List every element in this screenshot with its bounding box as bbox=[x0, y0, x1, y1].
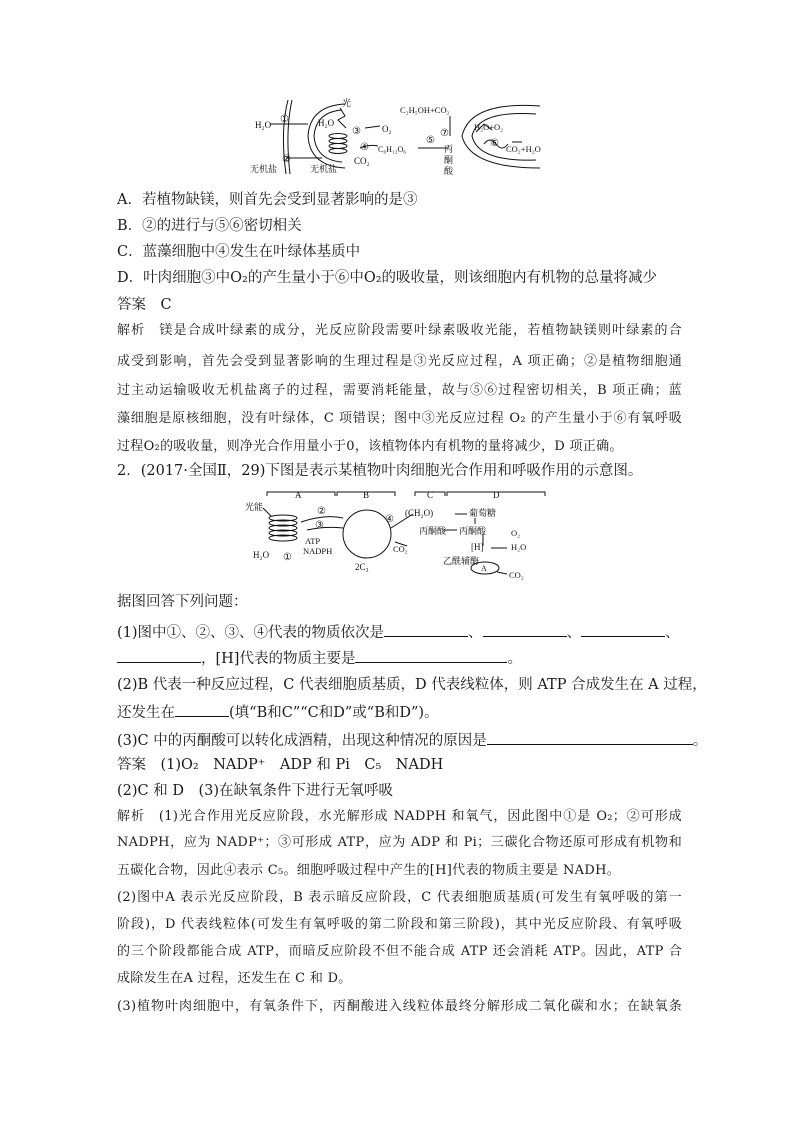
fig2-h: [H] bbox=[471, 542, 484, 552]
figure-2-diagram bbox=[245, 488, 575, 582]
q2-sub1-sep1: 、 bbox=[468, 625, 483, 641]
answer-blank-4[interactable] bbox=[117, 648, 201, 663]
answer-blank-3[interactable] bbox=[581, 622, 665, 637]
q2-sub1-prefix: (1)图中①、②、③、④代表的物质依次是 bbox=[117, 625, 385, 641]
q2-analysis-p2-line2: 阶段)，D 代表线粒体(可发生有氧呼吸的第二阶段和第三阶段)，其中光反应阶段、有氧呼吸 bbox=[117, 917, 682, 932]
figure-2-svg bbox=[245, 488, 575, 582]
fig1-h2o-inner: H₂O bbox=[318, 118, 335, 128]
fig1-circle6: ⑥ bbox=[490, 138, 499, 149]
q2-analysis-p3-line1: (3)植物叶肉细胞中，有氧条件下，丙酮酸进入线粒体最终分解形成二氧化碳和水；在缺氧条 bbox=[117, 999, 682, 1014]
fig1-circle1: ① bbox=[280, 114, 289, 125]
q2-analysis-p1-line1: 解析 (1)光合作用光反应阶段，水光解形成 NADPH 和氧气，因此图中①是 O₂；②可形成 bbox=[117, 809, 682, 824]
fig2-atp: ATP bbox=[305, 536, 321, 546]
fig1-circle5: ⑤ bbox=[426, 135, 435, 146]
q1-analysis-line-2: 成受到影响，首先会受到显著影响的生理过程是③光反应过程，A 项正确；②是植物细胞通 bbox=[117, 354, 682, 369]
q1-option-d: D．叶肉细胞③中O₂的产生量小于⑥中O₂的吸收量，则该细胞内有机物的总量将减少 bbox=[117, 270, 658, 286]
fig1-h2o-left: H₂O bbox=[255, 120, 272, 130]
fig2-h2o-right: H₂O bbox=[511, 542, 527, 552]
fig2-label-b: B bbox=[363, 490, 370, 500]
fig1-ethanol: C₂H₅OH+CO₂ bbox=[400, 105, 450, 115]
q2-analysis-p2-line1: (2)图中A 表示光反应阶段，B 表示暗反应阶段，C 代表细胞质基质(可发生有氧呼吸的第一 bbox=[117, 890, 682, 905]
q2-sub1-end: 。 bbox=[507, 651, 522, 667]
q2-analysis-p1-line2: NADPH，应为 NADP⁺；③可形成 ATP，应为 ADP 和 Pi；三碳化合物还原可形成有机物和 bbox=[117, 835, 682, 850]
fig2-label-c: C bbox=[427, 490, 434, 500]
fig2-a-small: A bbox=[481, 564, 487, 573]
q2-answer-line1: 答案 (1)O₂ NADP⁺ ADP 和 Pi C₅ NADH bbox=[117, 757, 444, 773]
fig2-co2-bottom: CO₂ bbox=[509, 570, 524, 580]
fig1-co2: CO₂ bbox=[354, 156, 370, 166]
q2-sub1-sep3: 、 bbox=[665, 625, 680, 641]
fig1-pyruvate-2: 酮 bbox=[444, 155, 454, 165]
fig1-circle4: ④ bbox=[360, 142, 369, 153]
fig2-circle4: ④ bbox=[385, 514, 394, 525]
fig1-circle7: ⑦ bbox=[440, 128, 449, 139]
q2-sub2-pre: 还发生在 bbox=[117, 705, 175, 721]
fig2-circle3: ③ bbox=[315, 520, 324, 531]
fig1-o2: O₂ bbox=[382, 124, 392, 134]
fig2-acetyl-coa: 乙酰辅酶 bbox=[443, 556, 480, 566]
fig1-glucose: C₆H₁₂O₆ bbox=[378, 145, 407, 154]
q1-analysis-line-5: 过程O₂的吸收量，则净光合作用量小于0，该植物体内有机物的量将减少，D 项正确。 bbox=[117, 439, 623, 454]
q1-analysis-line-4: 藻细胞是原核细胞，没有叶绿体，C 项错误；图中③光反应过程 O₂ 的产生量小于⑥有氧呼吸 bbox=[117, 411, 682, 426]
fig1-circle2: ② bbox=[282, 154, 291, 165]
answer-blank-2[interactable] bbox=[483, 622, 567, 637]
q1-option-b: B．②的进行与⑤⑥密切相关 bbox=[117, 218, 302, 234]
q2-analysis-p2-line3: 的三个阶段都能合成 ATP，而暗反应阶段不但不能合成 ATP 还会消耗 ATP。因此，ATP 合 bbox=[117, 944, 682, 959]
figure-1-svg bbox=[250, 96, 550, 178]
fig2-ch2o: (CH₂O) bbox=[405, 508, 434, 518]
q2-analysis-p2-line4: 成除发生在A 过程，还发生在 C 和 D。 bbox=[117, 971, 352, 986]
fig1-inorganic-right: 无机盐 bbox=[310, 164, 338, 174]
fig2-label-d: D bbox=[493, 490, 500, 500]
fig1-pyruvate-3: 酸 bbox=[444, 166, 454, 176]
fig2-co2: CO₂ bbox=[393, 544, 408, 554]
figure-1-diagram bbox=[250, 96, 550, 178]
answer-blank-6[interactable] bbox=[175, 702, 229, 717]
q1-option-c: C．蓝藻细胞中④发生在叶绿体基质中 bbox=[117, 244, 361, 260]
q2-answer-line2: (2)C 和 D (3)在缺氧条件下进行无氧呼吸 bbox=[117, 783, 394, 799]
fig1-co2-h2o: CO₂+H₂O bbox=[506, 144, 541, 154]
fig2-c3: 2C₃ bbox=[355, 562, 369, 572]
fig2-circle2: ② bbox=[317, 506, 326, 517]
answer-blank-5[interactable] bbox=[355, 648, 507, 663]
q2-sub3-end: 。 bbox=[692, 733, 708, 749]
q1-analysis-line-1: 解析 镁是合成叶绿素的成分，光反应阶段需要叶绿素吸收光能，若植物缺镁则叶绿素的合 bbox=[117, 323, 682, 338]
fig1-light: 光 bbox=[342, 98, 352, 108]
fig2-circle1: ① bbox=[283, 552, 292, 563]
fig1-pyruvate-1: 丙 bbox=[444, 144, 454, 154]
q2-sub3-line bbox=[117, 730, 708, 750]
fig2-h2o: H₂O bbox=[253, 550, 270, 560]
q2-sub2-post: (填“B和C”“C和D”或“B和D”)。 bbox=[229, 705, 439, 721]
fig2-o2: O₂ bbox=[511, 528, 521, 538]
q1-analysis-line-3: 过主动运输吸收无机盐离子的过程，需要消耗能量，故与⑤⑥过程密切相关，B 项正确；蓝 bbox=[117, 383, 682, 398]
fig2-light-energy: 光能 bbox=[245, 502, 264, 512]
q2-stem: 2．(2017·全国Ⅱ，29)下图是表示某植物叶肉细胞光合作用和呼吸作用的示意图。 bbox=[117, 463, 643, 479]
fig2-pyruvate-right: 丙酮酸 bbox=[459, 526, 487, 536]
q2-sub2-line1: (2)B 代表一种反应过程，C 代表细胞质基质，D 代表线粒体，则 ATP 合成发生在 A 过程， bbox=[117, 677, 707, 693]
fig2-label-a: A bbox=[295, 490, 302, 500]
fig2-nadph: NADPH bbox=[303, 546, 333, 556]
q2-sub2-line2 bbox=[117, 702, 682, 722]
q2-sub1-line2 bbox=[117, 648, 682, 668]
fig2-glucose: 葡萄糖 bbox=[469, 508, 497, 518]
fig1-inorganic-left: 无机盐 bbox=[250, 164, 278, 174]
q2-analysis-p1-line3: 五碳化合物，因此④表示 C₅。细胞呼吸过程中产生的[H]代表的物质主要是 NADH。 bbox=[117, 863, 621, 878]
answer-blank-7[interactable] bbox=[487, 730, 693, 745]
fig1-circle3: ③ bbox=[352, 126, 361, 137]
fig2-pyruvate-left: 丙酮酸 bbox=[419, 526, 447, 536]
q2-sub1-line1 bbox=[117, 622, 682, 642]
q2-sub1-mid: ，[H]代表的物质主要是 bbox=[201, 651, 356, 667]
q1-answer: 答案 C bbox=[117, 297, 172, 313]
answer-blank-1[interactable] bbox=[384, 622, 468, 637]
q2-sub3-pre: (3)C 中的丙酮酸可以转化成酒精，出现这种情况的原因是 bbox=[117, 733, 487, 749]
q2-prompt: 据图回答下列问题： bbox=[117, 594, 248, 610]
q1-option-a: A．若植物缺镁，则首先会受到显著影响的是③ bbox=[117, 192, 418, 208]
q2-sub1-sep2: 、 bbox=[566, 625, 582, 641]
fig1-h2o-o2: H₂O+O₂ bbox=[474, 122, 504, 132]
